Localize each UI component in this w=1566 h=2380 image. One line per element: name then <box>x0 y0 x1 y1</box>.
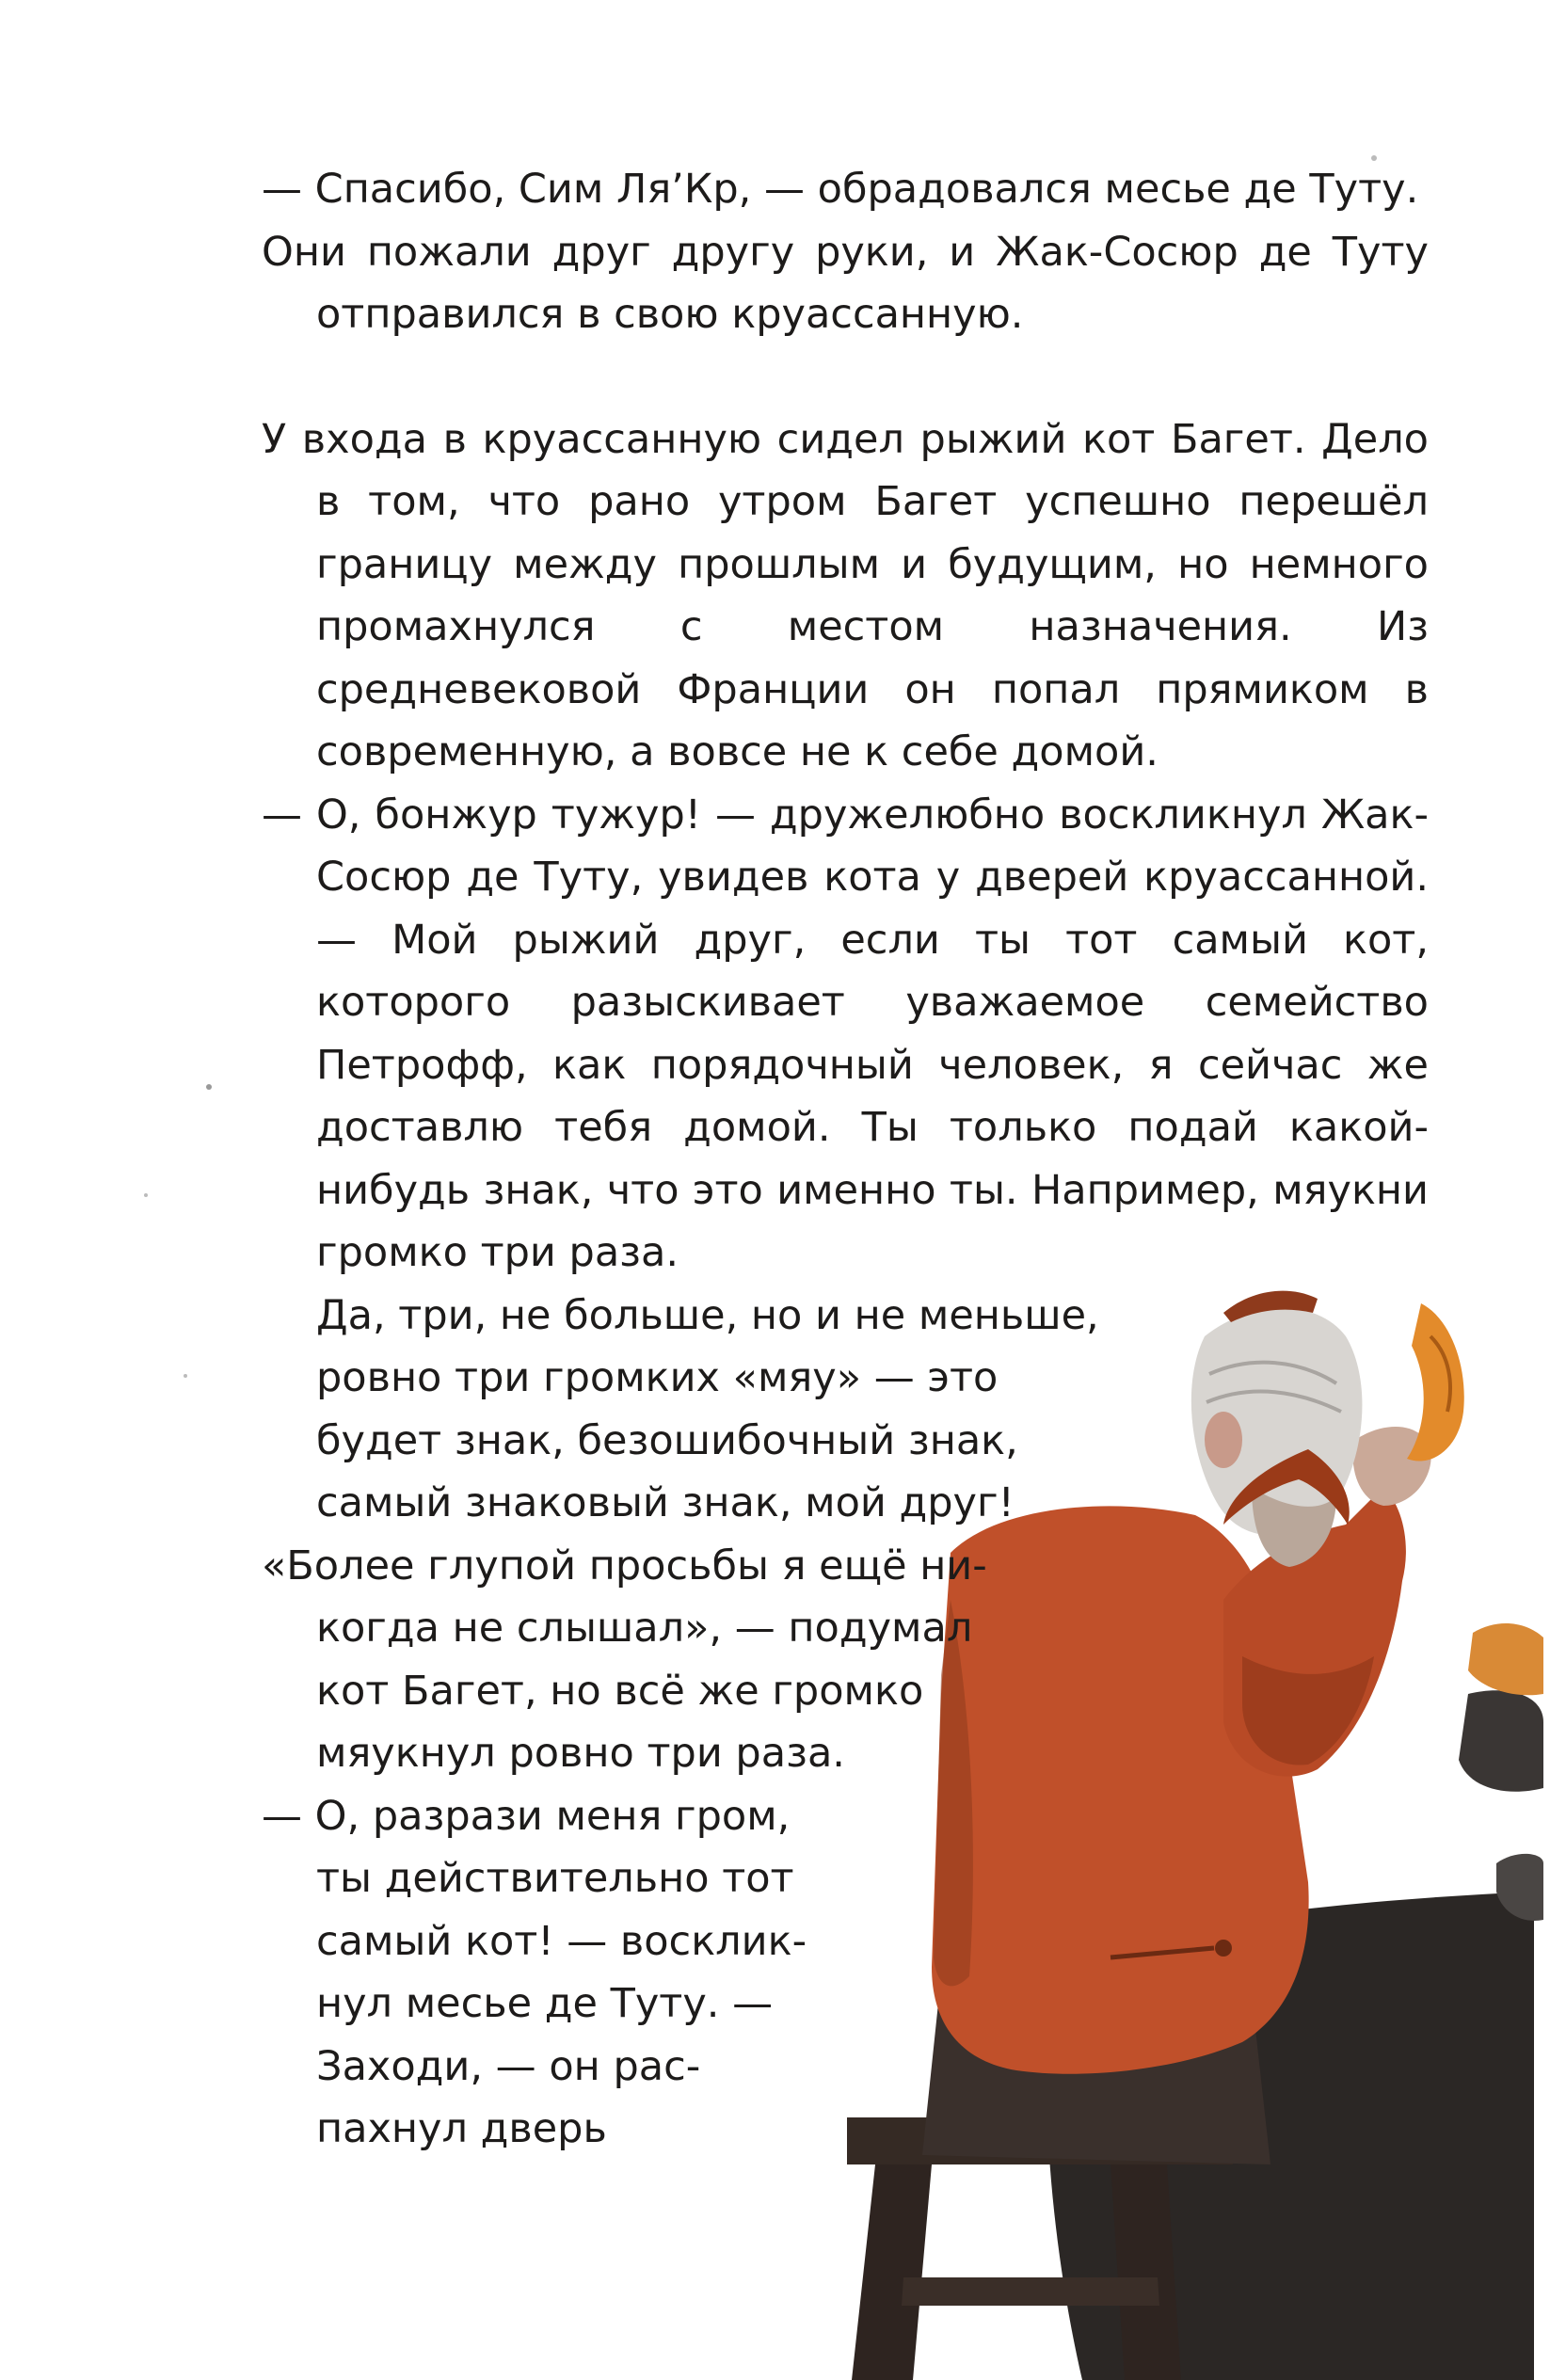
pastry-icon <box>1468 1623 1543 1695</box>
text-line: самый знаковый знак, мой друг! <box>316 1479 1015 1526</box>
margin-speck <box>184 1374 187 1378</box>
paragraph: Они пожали друг другу руки, и Жак-Сосюр де Туту отправился в свою круассанную. <box>262 228 1429 338</box>
paragraph: — О, бонжур тужур! — дружелюбно воскликнул Жак-Сосюр де Туту, увидев кота у дверей круассанной. — Мой рыжий друг, если ты тот самый кот, которого разыскивает уважаемое семейство Петрофф, как порядочный человек, я сейчас же доставлю тебя домой. Ты только подай какой-нибудь знак, что это именно ты. Например, мяукни громко три раза. <box>262 791 1429 1276</box>
text-line: будет знак, безошибочный знак, <box>316 1416 1018 1464</box>
text-line: самый кот! — восклик- <box>316 1917 807 1965</box>
section-gap <box>262 346 1429 408</box>
paragraph: — Спасибо, Сим Ля’Кр, — обрадовался месье де Туту. <box>262 166 1419 213</box>
text-line: «Более глупой просьбы я ещё ни- <box>262 1541 987 1589</box>
text-line: кот Багет, но всё же громко <box>316 1667 924 1715</box>
text-line: — О, разрази меня гром, <box>262 1792 791 1840</box>
text-line: нул месье де Туту. — <box>316 1980 774 2027</box>
text-line: Заходи, — он рас- <box>316 2042 701 2090</box>
stool-leg <box>852 2164 932 2380</box>
paragraph: У входа в круассанную сидел рыжий кот Багет. Дело в том, что рано утром Багет успешно перешёл границу между прошлым и будущим, но немного промахнулся с местом назначения. Из средневековой Франции он попал прямиком в современную, а вовсе не к себе домой. <box>262 415 1429 775</box>
margin-speck <box>206 1084 212 1090</box>
text-line: Да, три, не больше, но и не меньше, <box>316 1291 1099 1339</box>
text-line: когда не слышал», — подумал <box>316 1605 973 1652</box>
plate-with-pastry <box>1459 1690 1543 1792</box>
stool-crossbar <box>902 2277 1159 2306</box>
text-line: пахнул дверь <box>316 2105 607 2152</box>
wrapped-paragraph-tail <box>262 1285 1429 1535</box>
text-line: ровно три громких «мяу» — это <box>316 1354 999 1401</box>
text-line: ты действительно тот <box>316 1855 794 1902</box>
text-column <box>262 158 1429 2161</box>
text-line: мяукнул ровно три раза. <box>316 1730 845 1777</box>
wrapped-paragraph <box>262 1535 1429 1785</box>
wrapped-paragraph <box>262 1785 1429 2161</box>
margin-speck <box>144 1193 148 1197</box>
